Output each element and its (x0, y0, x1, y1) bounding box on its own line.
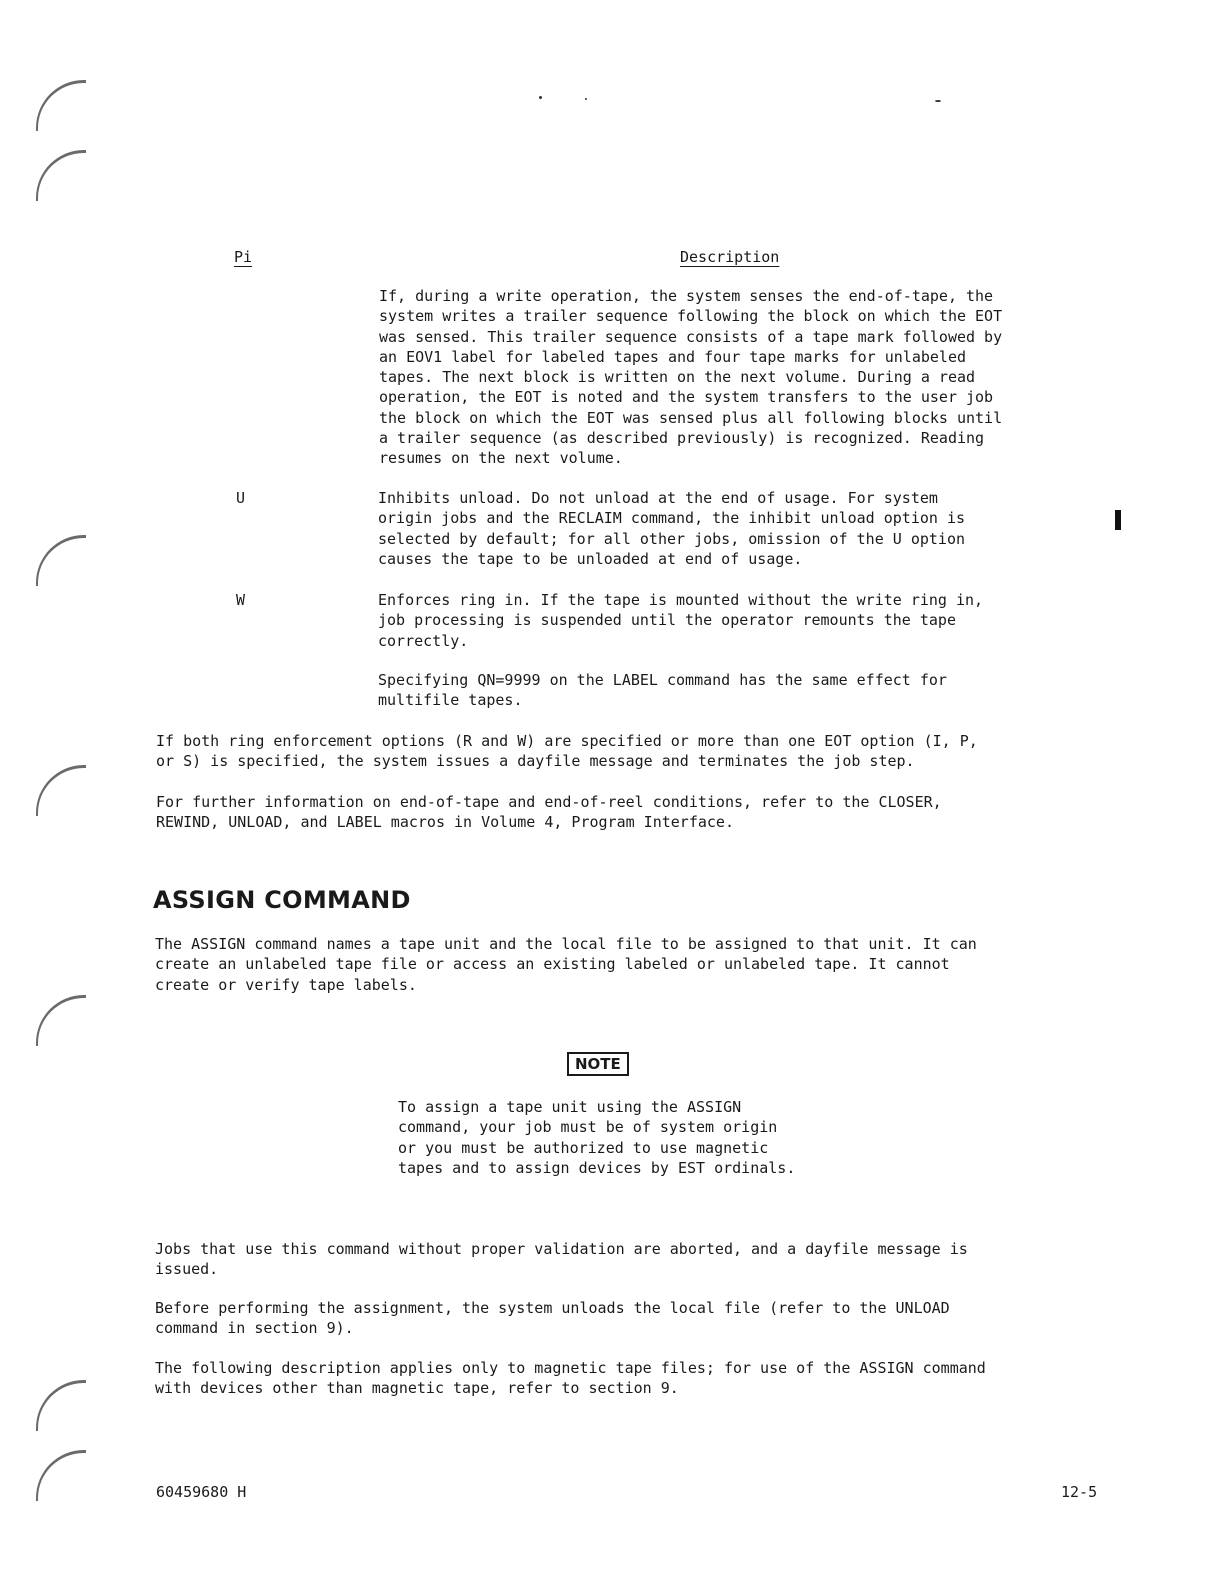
body-paragraph: Jobs that use this command without proper validation are aborted, and a dayfile message is issued. (155, 1240, 968, 1279)
binder-hole-mark (36, 1450, 86, 1501)
note-label: NOTE (567, 1052, 629, 1076)
scan-speck (935, 100, 941, 102)
entry-description: Specifying QN=9999 on the LABEL command has the same effect for multifile tapes. (378, 671, 947, 710)
scan-speck (585, 98, 587, 100)
entry-description: Inhibits unload. Do not unload at the end of usage. For system origin jobs and the RECLAIM command, the inhibit unload option is selected by default; for all other jobs, omission of the U option causes the tape to be unloaded at end of usage. (378, 489, 965, 568)
body-paragraph: For further information on end-of-tape and end-of-reel conditions, refer to the CLOSER, REWIND, UNLOAD, and LABEL macros in Volume 4, Program Interface. (156, 793, 942, 832)
entry-description: Enforces ring in. If the tape is mounted without the write ring in, job processing is suspended until the operator remounts the tape correctly. (378, 591, 984, 650)
footer-doc-number: 60459680 H (156, 1483, 247, 1501)
entry-description: If, during a write operation, the system senses the end-of-tape, the system writes a trailer sequence following the block on which the EOT was sensed. This trailer sequence consists of a tape mark followed by an EOV1 label for labeled tapes and four tape marks for unlabeled tapes. The next block is written on the next volume. During a read operation, the EOT is noted and the system transfers to the user job the block on which the EOT was sensed plus all following blocks until a trailer sequence (as described previously) is recognized. Reading resumes on the next volume. (379, 287, 1003, 468)
section-heading: ASSIGN COMMAND (153, 886, 411, 914)
body-paragraph: The following description applies only to magnetic tape files; for use of the ASSIGN command with devices other than magnetic tape, refer to section 9. (155, 1359, 986, 1398)
binder-hole-mark (36, 1380, 86, 1431)
scan-speck (539, 96, 542, 99)
binder-hole-mark (36, 765, 86, 816)
entry-param: W (236, 591, 246, 609)
body-paragraph: If both ring enforcement options (R and W) are specified or more than one EOT option (I, P, or S) is specified, the system issues a dayfile message and terminates the job step. (156, 732, 978, 771)
section-intro: The ASSIGN command names a tape unit and the local file to be assigned to that unit. It can create an unlabeled tape file or access an existing labeled or unlabeled tape. It cannot create or verify tape labels. (155, 935, 977, 994)
note-text: To assign a tape unit using the ASSIGN command, your job must be of system origin or you must be authorized to use magnetic tapes and to assign devices by EST ordinals. (398, 1098, 796, 1177)
description-column-heading: Description (680, 248, 780, 266)
binder-hole-mark (36, 535, 86, 586)
body-paragraph: Before performing the assignment, the system unloads the local file (refer to the UNLOAD command in section 9). (155, 1299, 950, 1338)
param-column-heading: Pi (234, 248, 253, 266)
binder-hole-mark (36, 80, 86, 131)
binder-hole-mark (36, 150, 86, 201)
binder-hole-mark (36, 995, 86, 1046)
change-bar (1115, 510, 1121, 530)
entry-param: U (236, 489, 246, 507)
footer-page-number: 12-5 (1061, 1483, 1098, 1501)
